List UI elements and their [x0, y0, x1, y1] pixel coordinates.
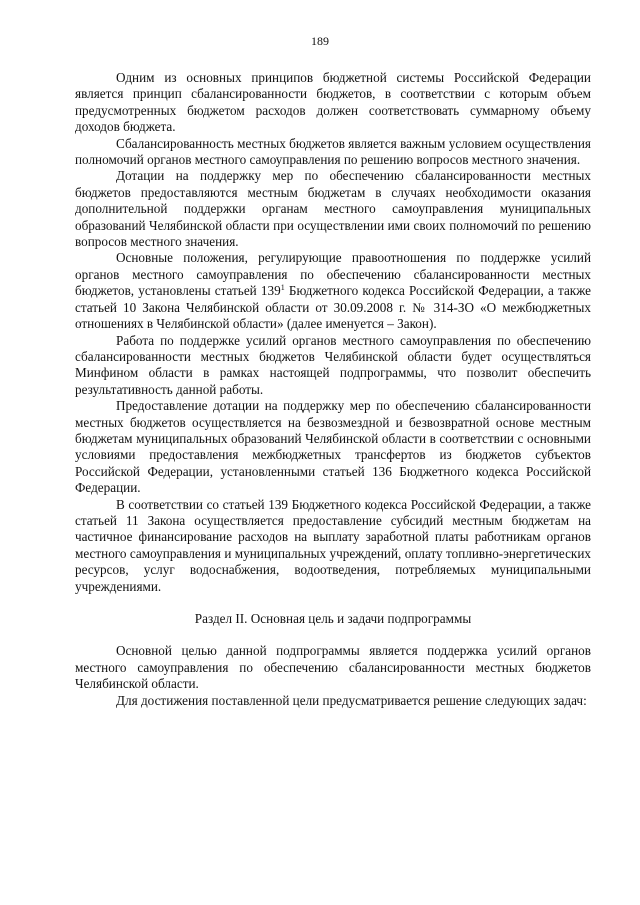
paragraph-4-text-start: Основные положения, регулирующие правоотношения по поддержке усилий органов местного самоуправления по обеспечению сбалансированности местных бюджетов, установлены статьей 139 — [75, 250, 591, 299]
paragraph-5: Работа по поддержке усилий органов местного самоуправления по обеспечению сбалансированности местных бюджетов Челябинской области будет осуществляться Минфином области в рамках настоящей подпрограммы, что позволит обеспечить результативность данной работы. — [75, 332, 591, 397]
paragraph-8: Основной целью данной подпрограммы является поддержка усилий органов местного самоуправления по обеспечению сбалансированности местных бюджетов Челябинской области. — [75, 643, 591, 692]
section-heading: Раздел II. Основная цель и задачи подпрограммы — [194, 611, 472, 626]
page-number: 189 — [311, 34, 329, 48]
paragraph-2: Сбалансированность местных бюджетов является важным условием осуществления полномочий органов местного самоуправления по решению вопросов местного значения. — [75, 135, 591, 168]
footnote-superscript: 1 — [280, 283, 285, 293]
paragraph-4 — [75, 250, 591, 332]
paragraph-1: Одним из основных принципов бюджетной системы Российской Федерации является принцип сбалансированности бюджетов, в соответствии с которым объем предусмотренных бюджетом расходов должен соответствовать суммарному объему доходов бюджета. — [75, 70, 591, 135]
document-body — [75, 70, 591, 709]
paragraph-3: Дотации на поддержку мер по обеспечению сбалансированности местных бюджетов предоставляются местным бюджетам в случаях необходимости оказания дополнительной поддержки органам местного самоуправления муниципальных образований Челябинской области при осуществлении ими своих полномочий по решению вопросов местного значения. — [75, 168, 591, 250]
paragraph-4-text-end: Бюджетного кодекса Российской Федерации, а также статьей 10 Закона Челябинской области от 30.09.2008 г. № 314-ЗО «О межбюджетных отношениях в Челябинской области» (далее именуется – Закон). — [75, 283, 592, 332]
paragraph-9: Для достижения поставленной цели предусматривается решение следующих задач: — [116, 692, 587, 708]
paragraph-6: Предоставление дотации на поддержку мер по обеспечению сбалансированности местных бюджетов осуществляется на безвозмездной и безвозвратной основе местным бюджетам муниципальных образований Челябинской области в соответствии с основными условиями предоставления межбюджетных трансфертов из бюджетов субъектов Российской Федерации, установленными статьей 136 Бюджетного кодекса Российской Федерации. — [75, 398, 591, 496]
paragraph-7: В соответствии со статьей 139 Бюджетного кодекса Российской Федерации, а также статьей 11 Закона осуществляется предоставление субсидий местным бюджетам на частичное финансирование расходов на выплату заработной платы работникам органов местного самоуправления и муниципальных учреждений, оплату топливно-энергетических ресурсов, услуг водоснабжения, водоотведения, потребляемых муниципальными учреждениями. — [75, 496, 591, 594]
